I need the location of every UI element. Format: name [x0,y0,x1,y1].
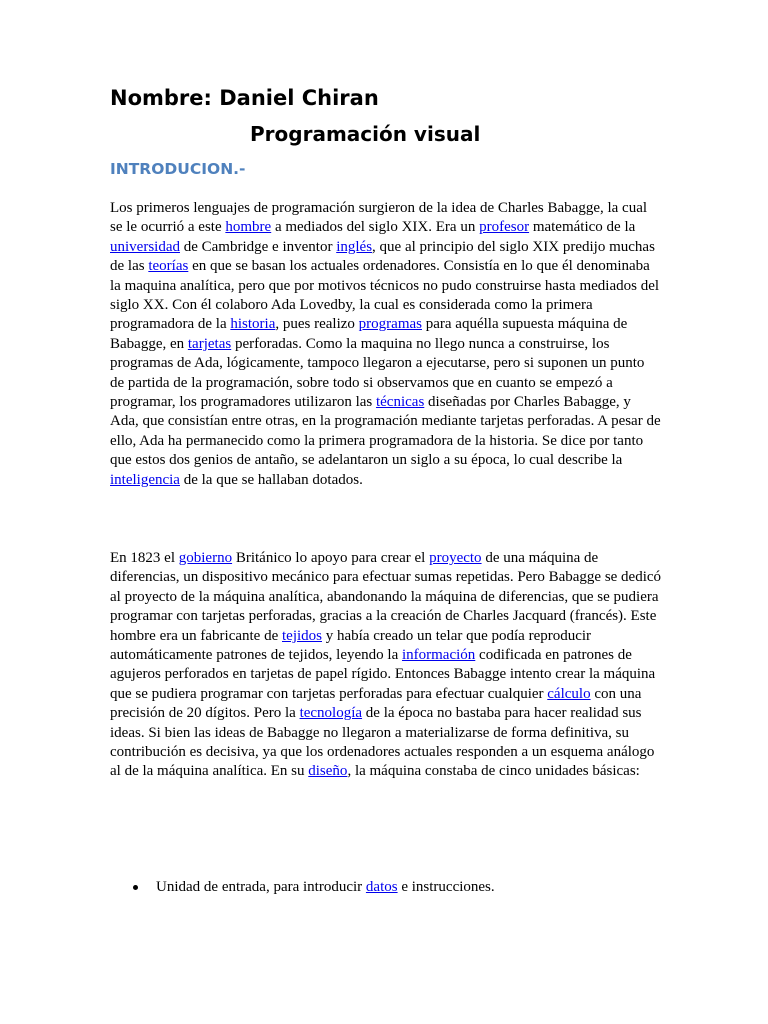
link-profesor[interactable]: profesor [479,219,530,236]
link-calculo[interactable]: cálculo [547,685,591,702]
document-header [110,86,658,179]
text-run: y había creado un telar que podía reproducir automáticamente patrones de tejidos, leyendo la [110,627,592,664]
link-diseno[interactable]: diseño [308,763,348,780]
author-name: Nombre: Daniel Chiran [110,86,379,110]
link-informacion[interactable]: información [401,647,476,664]
text-run: de Cambridge e inventor [179,238,337,255]
text-run: , la máquina constaba de cinco unidades básicas: [347,763,640,780]
text-run: a mediados del siglo XIX. Era un [271,219,480,236]
link-programas[interactable]: programas [358,316,422,333]
link-ingles[interactable]: inglés [336,238,373,255]
link-tecnologia[interactable]: tecnología [299,705,363,722]
paragraph-1 [110,199,662,490]
text-run: e instrucciones. [397,879,495,895]
link-inteligencia[interactable]: inteligencia [110,471,180,488]
text-run: Unidad de entrada, para introducir [156,879,366,895]
link-datos[interactable]: datos [365,879,398,895]
text-run: , que al principio del siglo XIX predijo muchas de las [110,238,655,275]
link-tecnicas[interactable]: técnicas [375,394,425,411]
text-run: Británico lo apoyo para crear el [232,550,430,566]
text-run: , pues realizo [275,316,359,333]
text-run: perforadas. Como la maquina no llego nunca a construirse, los programas de Ada, lógicamente, tampoco llegaron a ejecutarse, pero si suponen un punto de partida de la programación, sobre todo si observamos que en cuanto se empezó a programar, los programadores utilizaron las [110,335,645,411]
link-tejidos[interactable]: tejidos [282,627,322,644]
link-historia[interactable]: historia [230,316,276,333]
text-run: Los primeros lenguajes de programación surgieron de la idea de Charles Babagge, la cual se le ocurrió a este [110,200,648,236]
link-gobierno[interactable]: gobierno [178,550,233,566]
text-run: para aquélla supuesta máquina de Babagge, en [110,316,628,352]
text-run: con una precisión de 20 dígitos. Pero la [110,685,642,722]
document-title: Programación visual [250,122,481,146]
link-teorias[interactable]: teorías [148,258,189,275]
bullet-icon [133,885,138,890]
text-run: diseñadas por Charles Babagge, y Ada, que consistían entre otras, en la programación mediante tarjetas perforadas. A pesar de ello, Ada ha permanecido como la primera programadora de la historia. Se dice por tanto que estos dos genios de antaño, se adelantaron un siglo a su época, lo cual describe la [110,394,661,469]
text-run: de la época no bastaba para hacer realidad sus ideas. Si bien las ideas de Babagge no llegaron a materializarse de forma definitiva, su contribución es decisiva, ya que los ordenadores actuales responden a un esquema análogo al de la máquina analítica. En su [110,705,655,780]
list-item [110,878,662,897]
text-run: de la que se hallaban dotados. [179,471,363,488]
link-hombre[interactable]: hombre [225,219,272,236]
text-run: codificada en patrones de agujeros perforados en tarjetas de papel rígido. Entonces Babagge intento crear la máquina que se pudiera programar con tarjetas perforadas para efectuar cualquier [110,647,656,702]
text-run: de una máquina de diferencias, un dispositivo mecánico para efectuar sumas repetidas. Pero Babagge se dedicó al proyecto de la máquina analítica, abandonando la máquina de diferencias, que se pudiera programar con tarjetas perforadas, gracias a la creación de Charles Jacquard (francés). Este hombre era un fabricante de [110,550,662,644]
text-run: matemático de la [529,219,636,236]
link-proyecto[interactable]: proyecto [429,550,482,566]
section-heading: INTRODUCION.- [110,160,246,178]
text-run: En 1823 el [110,550,179,566]
paragraph-2 [110,549,662,782]
bullet-list [110,878,662,897]
link-tarjetas[interactable]: tarjetas [187,335,232,352]
link-universidad[interactable]: universidad [110,238,180,255]
text-run: en que se basan los actuales ordenadores. Consistía en lo que él denominaba la maquina analítica, pero que por motivos técnicos no pudo construirse hasta mediados del siglo XX. Con él colaboro Ada Lovedby, la cual es considerada como la primera programadora de la [110,258,660,333]
